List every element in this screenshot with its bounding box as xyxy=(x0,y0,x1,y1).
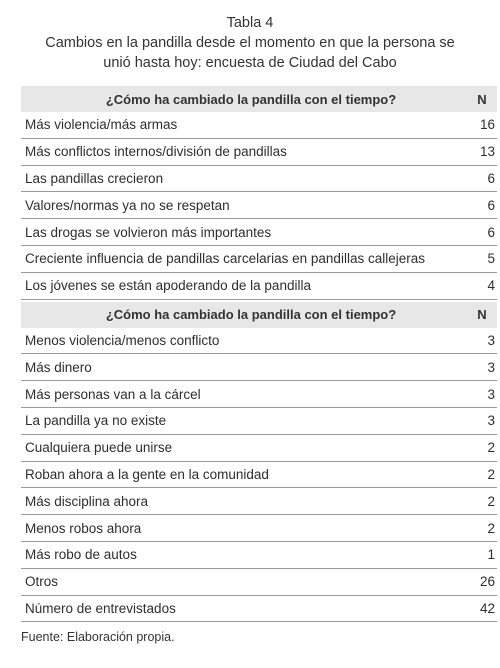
header-question: ¿Cómo ha cambiado la pandilla con el tiempo? xyxy=(105,91,397,107)
row-label: Valores/normas ya no se respetan xyxy=(25,197,230,213)
row-value: 6 xyxy=(487,197,495,213)
row-value: 16 xyxy=(479,117,495,133)
row-label: Más disciplina ahora xyxy=(25,493,149,509)
row-value: 2 xyxy=(487,493,495,509)
row-label: Más violencia/más armas xyxy=(25,117,178,133)
row-label: Roban ahora a la gente en la comunidad xyxy=(25,466,269,482)
row-value: 3 xyxy=(487,413,495,429)
row-label: Las pandillas crecieron xyxy=(25,170,164,186)
table-title: Cambios en la pandilla desde el momento en que la persona se unió hasta hoy: encuesta de Ciudad del Cabo xyxy=(45,35,455,71)
row-label: Creciente influencia de pandillas carcelarias en pandillas callejeras xyxy=(25,251,425,267)
row-label: La pandilla ya no existe xyxy=(25,413,167,429)
table-row xyxy=(21,381,497,408)
row-label: Más conflictos internos/división de pandillas xyxy=(25,144,287,160)
table-row xyxy=(21,435,497,462)
table-row xyxy=(21,219,497,246)
section-rows xyxy=(21,112,497,300)
table-row xyxy=(21,542,497,569)
row-value: 2 xyxy=(487,466,495,482)
row-label: Otros xyxy=(25,574,59,590)
table-row xyxy=(21,166,497,193)
row-value: 5 xyxy=(487,251,495,267)
row-value: 26 xyxy=(479,574,495,590)
table-row xyxy=(21,408,497,435)
row-label: Más dinero xyxy=(25,359,92,375)
row-value: 3 xyxy=(487,386,495,402)
table-row xyxy=(21,569,497,596)
row-label: Las drogas se volvieron más importantes xyxy=(25,224,272,240)
data-table xyxy=(21,86,497,622)
row-value: 6 xyxy=(487,170,495,186)
row-value: 42 xyxy=(479,600,495,616)
section-header xyxy=(21,302,497,328)
section-header xyxy=(21,86,497,112)
table-row xyxy=(21,354,497,381)
row-label: Los jóvenes se están apoderando de la pandilla xyxy=(25,278,311,294)
row-label: Más personas van a la cárcel xyxy=(25,386,201,402)
table-row xyxy=(21,246,497,273)
row-label: Más robo de autos xyxy=(25,547,137,563)
row-value: 3 xyxy=(487,332,495,348)
row-value: 13 xyxy=(479,144,495,160)
table-row xyxy=(21,273,497,300)
row-label: Menos robos ahora xyxy=(25,520,142,536)
source-note: Fuente: Elaboración propia. xyxy=(21,630,175,644)
row-value: 3 xyxy=(487,359,495,375)
row-label: Menos violencia/menos conflicto xyxy=(25,332,220,348)
row-value: 1 xyxy=(487,547,495,563)
table-row xyxy=(21,596,497,623)
header-question: ¿Cómo ha cambiado la pandilla con el tiempo? xyxy=(105,307,397,323)
table-label: Tabla 4 xyxy=(226,15,274,31)
row-value: 6 xyxy=(487,224,495,240)
table-row xyxy=(21,462,497,489)
table-row xyxy=(21,192,497,219)
table-caption xyxy=(0,0,500,73)
row-label: Número de entrevistados xyxy=(25,600,176,616)
table-row xyxy=(21,488,497,515)
table-row xyxy=(21,139,497,166)
section-rows xyxy=(21,328,497,623)
row-value: 2 xyxy=(487,520,495,536)
row-label: Cualquiera puede unirse xyxy=(25,440,173,456)
table-row xyxy=(21,328,497,355)
row-value: 2 xyxy=(487,440,495,456)
header-n: N xyxy=(477,307,487,323)
table-row xyxy=(21,515,497,542)
table-row xyxy=(21,112,497,139)
header-n: N xyxy=(477,91,487,107)
row-value: 4 xyxy=(487,278,495,294)
